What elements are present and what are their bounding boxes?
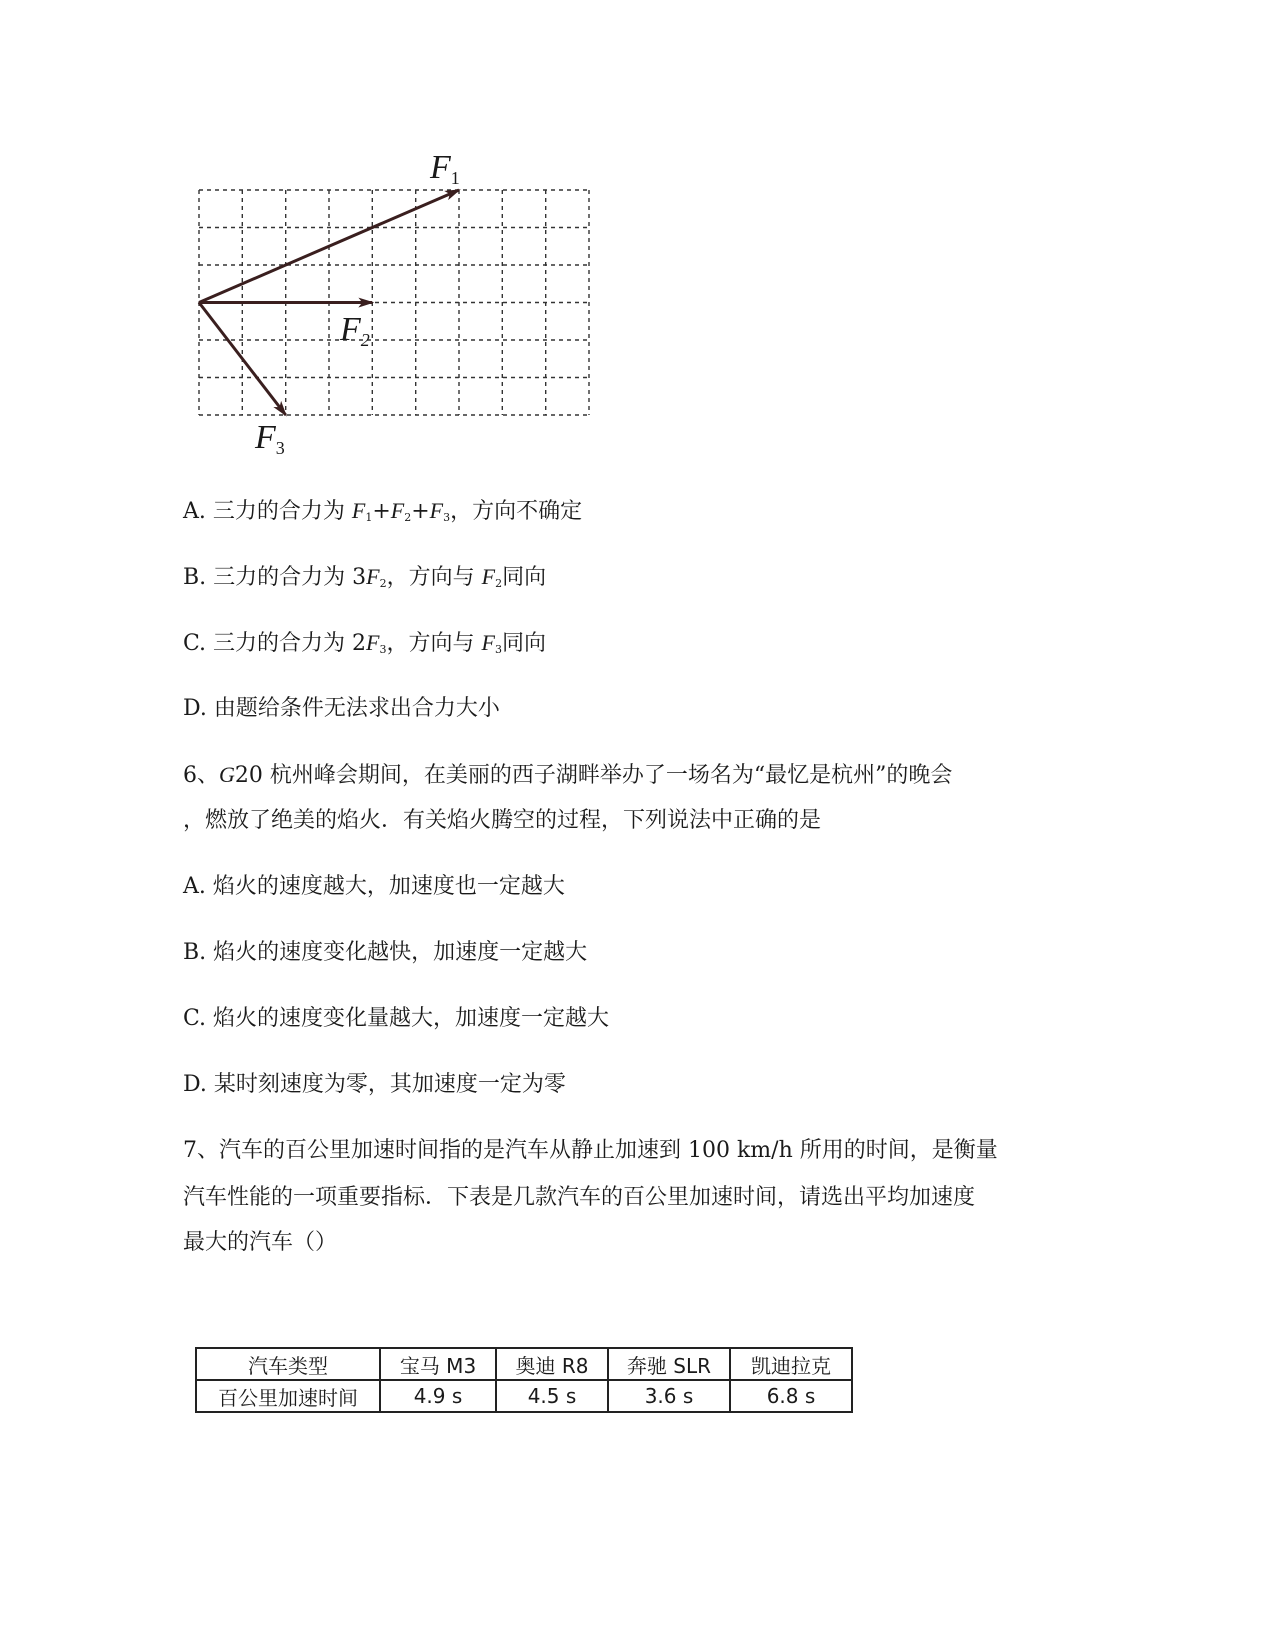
header-cell-bmw: 宝马 M3 <box>380 1348 496 1380</box>
q5-option-a: A. 三力的合力为 $F_1+F_2+F_3$，方向不确定 <box>183 498 583 524</box>
f3-label: F3 <box>255 419 285 458</box>
header-cell-audi: 奥迪 R8 <box>496 1348 608 1380</box>
f2-label: F2 <box>340 311 370 350</box>
value-cell-bmw: 4.9 s <box>380 1380 496 1412</box>
value-cell-audi: 4.5 s <box>496 1380 608 1412</box>
q6-option-d: D. 某时刻速度为零，其加速度一定为零 <box>183 1072 566 1097</box>
q6-option-a: A. 焰火的速度越大，加速度也一定越大 <box>183 874 565 899</box>
q5-option-d: D. 由题给条件无法求出合力大小 <box>183 696 500 721</box>
header-cell-car-type: 汽车类型 <box>196 1348 380 1380</box>
q6-stem-line-2: ，燃放了绝美的焰火．有关焰火腾空的过程，下列说法中正确的是 <box>183 808 822 833</box>
car-acceleration-table <box>195 1347 853 1413</box>
value-cell-mercedes: 3.6 s <box>608 1380 730 1412</box>
q7-stem-line-2: 汽车性能的一项重要指标．下表是几款汽车的百公里加速时间，请选出平均加速度 <box>183 1185 976 1210</box>
row-label-cell: 百公里加速时间 <box>196 1380 380 1412</box>
f1-label: F1 <box>430 149 460 188</box>
q5-option-b: B. 三力的合力为 $3F_2$，方向与 $F_2$同向 <box>183 564 547 590</box>
q6-option-b: B. 焰火的速度变化越快，加速度一定越大 <box>183 940 588 965</box>
header-cell-mercedes: 奔驰 SLR <box>608 1348 730 1380</box>
q6-stem-line-1: 6、G20 杭州峰会期间，在美丽的西子湖畔举办了一场名为“最忆是杭州”的晚会 <box>183 762 953 788</box>
force-vector-diagram <box>180 140 620 470</box>
q7-stem-line-3: 最大的汽车（） <box>183 1230 338 1255</box>
table-header-row <box>196 1348 852 1380</box>
table-row <box>196 1380 852 1412</box>
q7-stem-line-1: 7、汽车的百公里加速时间指的是汽车从静止加速到 100 km/h 所用的时间，是衡量 <box>183 1138 998 1163</box>
q5-option-c: C. 三力的合力为 $2F_3$，方向与 $F_3$同向 <box>183 630 546 656</box>
value-cell-cadillac: 6.8 s <box>730 1380 852 1412</box>
q6-option-c: C. 焰火的速度变化量越大，加速度一定越大 <box>183 1006 610 1031</box>
header-cell-cadillac: 凯迪拉克 <box>730 1348 852 1380</box>
